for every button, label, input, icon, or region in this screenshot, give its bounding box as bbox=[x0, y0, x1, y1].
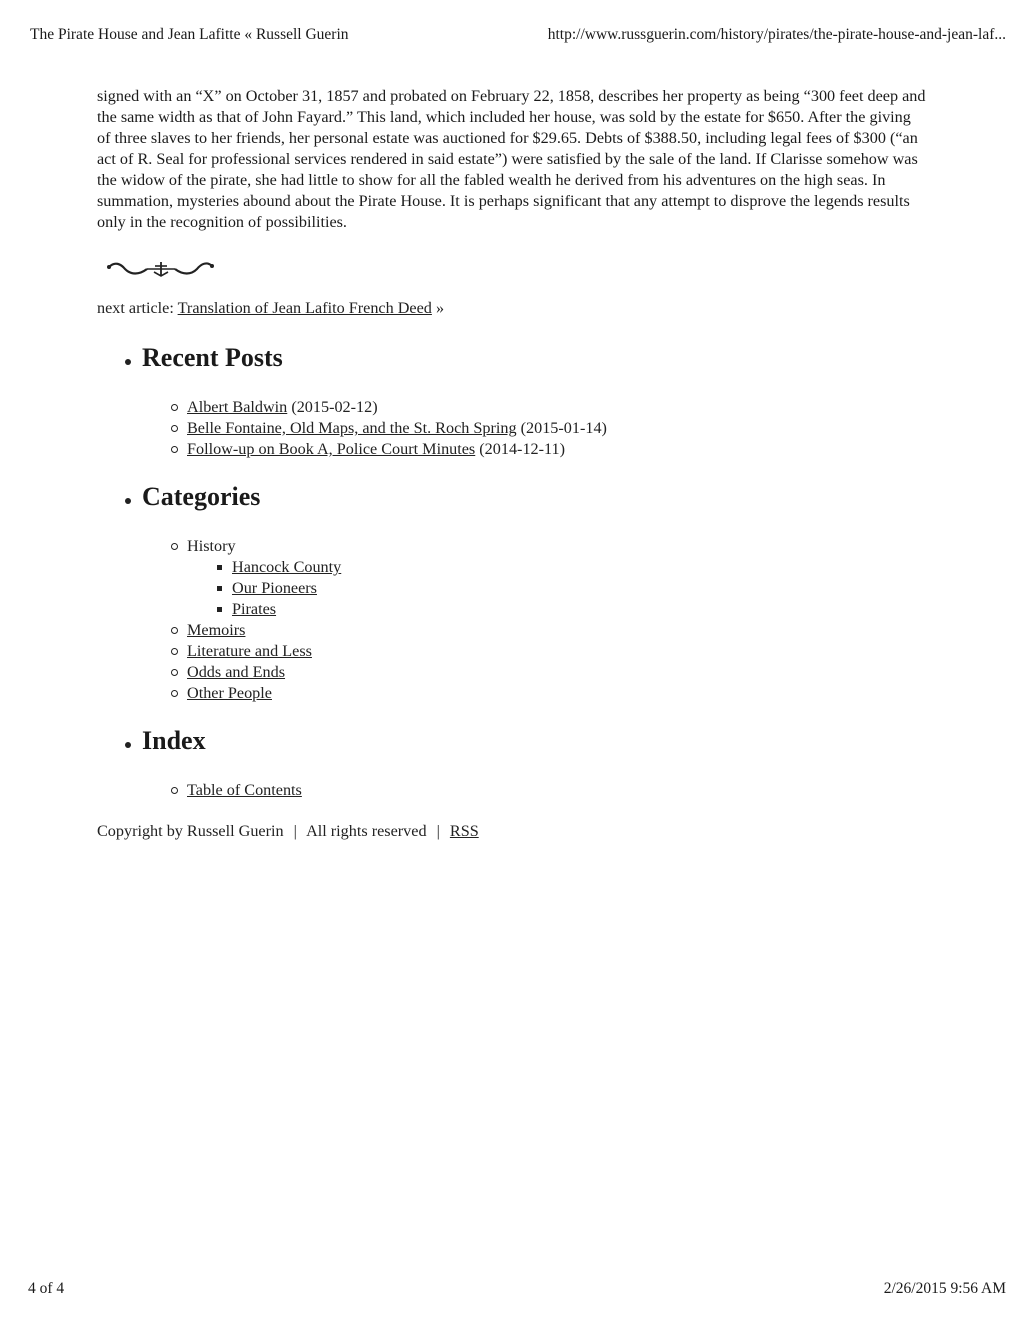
site-footer bbox=[97, 821, 927, 842]
subcategory-link-pirates[interactable]: Pirates bbox=[232, 600, 277, 618]
circle-bullet bbox=[171, 543, 178, 550]
footer-separator: | bbox=[436, 822, 440, 840]
recent-post-item bbox=[171, 397, 927, 418]
next-article-prefix: next article: bbox=[97, 299, 178, 317]
recent-post-item bbox=[171, 439, 927, 460]
category-item bbox=[171, 662, 927, 683]
rights-text: All rights reserved bbox=[306, 822, 427, 840]
footer-separator: | bbox=[293, 822, 297, 840]
categories-title: Categories bbox=[142, 482, 261, 511]
square-bullet bbox=[217, 607, 222, 612]
category-item bbox=[171, 620, 927, 641]
categories-widget bbox=[125, 482, 927, 704]
square-bullet bbox=[217, 586, 222, 591]
category-link-other-people[interactable]: Other People bbox=[187, 684, 272, 702]
circle-bullet bbox=[171, 669, 178, 676]
decorative-flourish-icon bbox=[105, 258, 215, 280]
subcategory-item bbox=[217, 578, 927, 599]
sidebar-widgets bbox=[125, 343, 927, 801]
print-header bbox=[30, 26, 1006, 48]
subcategory-link-our-pioneers[interactable]: Our Pioneers bbox=[232, 579, 317, 597]
subcategory-link-hancock-county[interactable]: Hancock County bbox=[232, 558, 342, 576]
category-item-history bbox=[171, 536, 927, 620]
circle-bullet bbox=[171, 425, 178, 432]
circle-bullet bbox=[171, 627, 178, 634]
next-article-suffix: » bbox=[431, 299, 445, 317]
recent-posts-list bbox=[171, 397, 927, 460]
recent-post-link[interactable]: Belle Fontaine, Old Maps, and the St. Roch Spring bbox=[187, 419, 517, 437]
recent-post-date: (2014-12-11) bbox=[475, 440, 566, 458]
recent-post-item bbox=[171, 418, 927, 439]
circle-bullet bbox=[171, 404, 178, 411]
widget-bullet bbox=[125, 742, 131, 748]
table-of-contents-link[interactable]: Table of Contents bbox=[187, 781, 302, 799]
subcategory-item bbox=[217, 599, 927, 620]
next-article-link[interactable]: Translation of Jean Lafito French Deed bbox=[177, 299, 432, 317]
category-link-literature-and-less[interactable]: Literature and Less bbox=[187, 642, 312, 660]
copyright-text: Copyright by Russell Guerin bbox=[97, 822, 284, 840]
recent-post-link[interactable]: Follow-up on Book A, Police Court Minutes bbox=[187, 440, 476, 458]
square-bullet bbox=[217, 565, 222, 570]
circle-bullet bbox=[171, 787, 178, 794]
next-article-line bbox=[97, 298, 927, 319]
index-widget bbox=[125, 726, 927, 801]
category-item bbox=[171, 683, 927, 704]
recent-post-date: (2015-02-12) bbox=[287, 398, 378, 416]
recent-post-link[interactable]: Albert Baldwin bbox=[187, 398, 288, 416]
recent-posts-title: Recent Posts bbox=[142, 343, 283, 372]
recent-post-date: (2015-01-14) bbox=[516, 419, 607, 437]
index-list bbox=[171, 780, 927, 801]
recent-posts-widget bbox=[125, 343, 927, 460]
category-link-memoirs[interactable]: Memoirs bbox=[187, 621, 246, 639]
print-footer bbox=[28, 1280, 1006, 1302]
category-item bbox=[171, 641, 927, 662]
print-header-url: http://www.russguerin.com/history/pirates/the-pirate-house-and-jean-laf... bbox=[547, 26, 1006, 43]
print-header-page-title: The Pirate House and Jean Lafitte « Russell Guerin bbox=[30, 26, 349, 43]
circle-bullet bbox=[171, 648, 178, 655]
categories-list bbox=[171, 536, 927, 704]
subcategory-item bbox=[217, 557, 927, 578]
rss-link[interactable]: RSS bbox=[449, 822, 479, 840]
main-content bbox=[97, 86, 927, 842]
index-title: Index bbox=[142, 726, 206, 755]
circle-bullet bbox=[171, 446, 178, 453]
index-item bbox=[171, 780, 927, 801]
widget-bullet bbox=[125, 359, 131, 365]
circle-bullet bbox=[171, 690, 178, 697]
article-paragraph: signed with an “X” on October 31, 1857 and probated on February 22, 1858, describes her property as being “300 feet deep and the same width as that of John Fayard.” This land, which included her house, was sold by the estate for $650. After the giving of three slaves to her friends, her personal estate was auctioned for $29.65. Debts of $388.50, including legal fees of $300 (“an act of R. Seal for professional services rendered in said estate”) were satisfied by the sale of the land. If Clarisse somehow was the widow of the pirate, she had little to show for all the fabled wealth he derived from his adventures on the high seas. In summation, mysteries abound about the Pirate House. It is perhaps significant that any attempt to disprove the legends results only in the recognition of possibilities. bbox=[97, 87, 926, 231]
category-link-odds-and-ends[interactable]: Odds and Ends bbox=[187, 663, 286, 681]
print-datetime: 2/26/2015 9:56 AM bbox=[883, 1280, 1006, 1297]
category-history-label: History bbox=[187, 537, 236, 555]
page-number: 4 of 4 bbox=[28, 1280, 65, 1297]
widget-bullet bbox=[125, 498, 131, 504]
history-subcategories bbox=[217, 557, 927, 620]
